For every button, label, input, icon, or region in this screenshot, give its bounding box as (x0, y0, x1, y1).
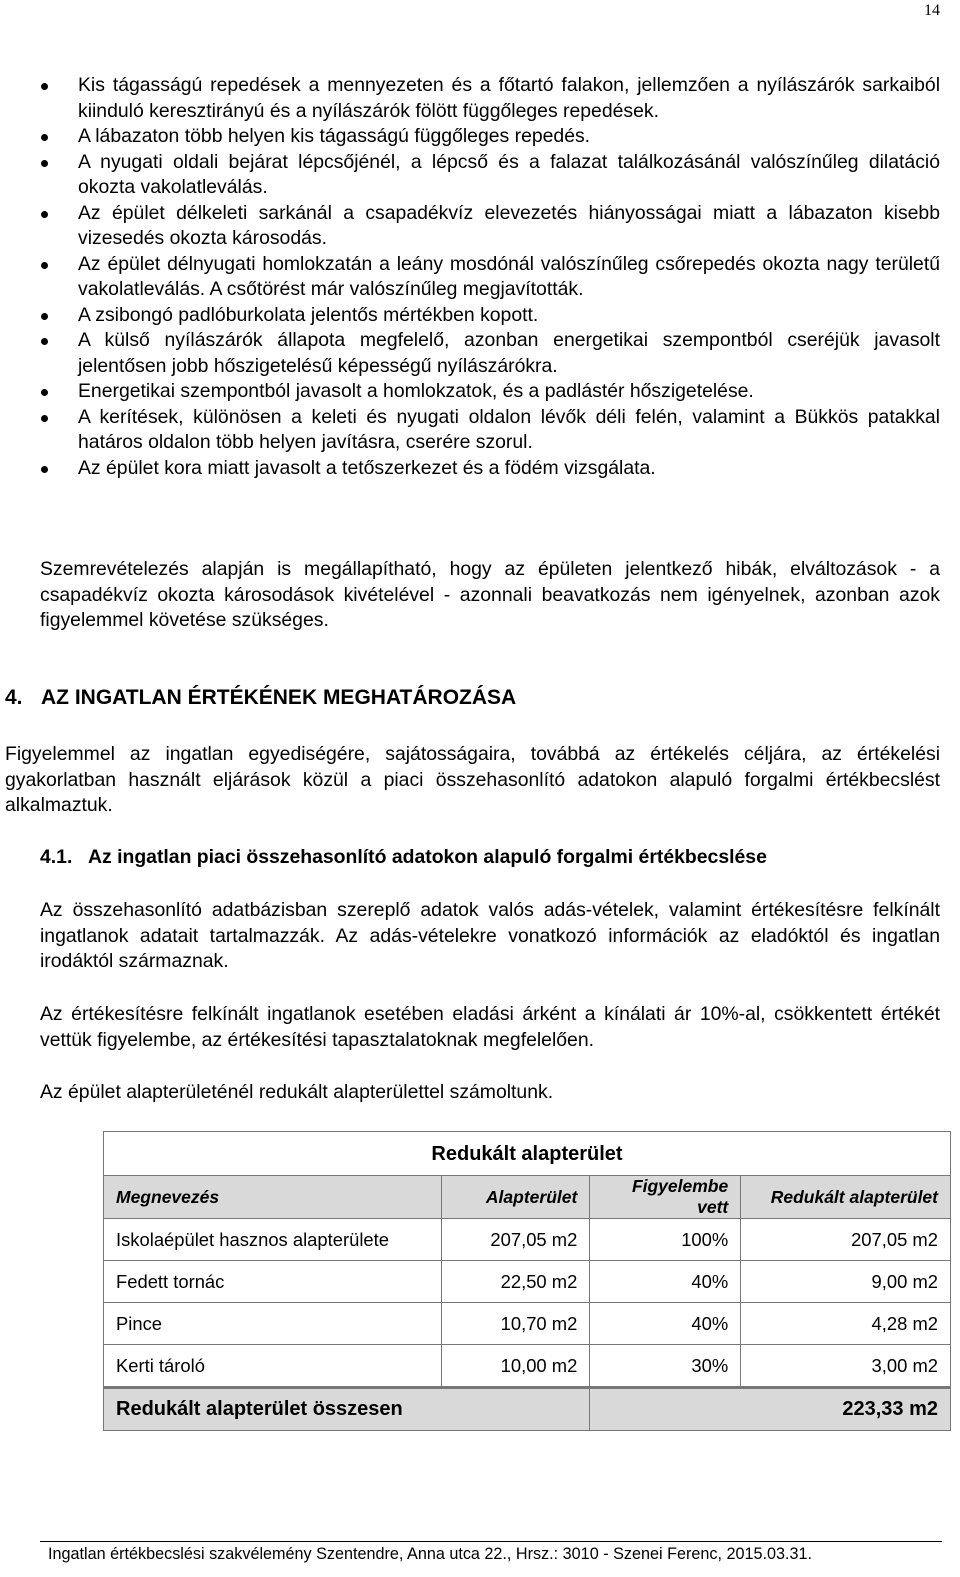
section-4-1-title: Az ingatlan piaci összehasonlító adatokon alapuló forgalmi értékbecslése (88, 846, 767, 868)
table-cell: 30% (590, 1345, 741, 1388)
summary-paragraph: Szemrevételezés alapján is megállapítható, hogy az épületen jelentkező hibák, elváltozások - a csapadékvíz okozta károsodások kivételével - azonnali beavatkozás nem igényelnek, azonban azok figyelemmel követése szükséges. (40, 558, 940, 631)
list-item: A nyugati oldali bejárat lépcsőjénél, a lépcső és a falazat találkozásánál valószínűleg dilatáció okozta vakolatleválás. (40, 150, 940, 201)
table-cell: Iskolaépület hasznos alapterülete (104, 1219, 442, 1261)
list-item: A zsibongó padlóburkolata jelentős mértékben kopott. (40, 303, 940, 329)
section-4-number: 4. (5, 686, 23, 709)
list-item: A külső nyílászárók állapota megfelelő, azonban energetikai szempontból cseréjük javasolt jelentősen jobb hőszigetelésű képességű nyílászárókra. (40, 328, 940, 379)
list-item: Az épület délkeleti sarkánál a csapadékvíz elevezetés hiányosságai miatt a lábazaton kisebb vizesedés okozta károsodás. (40, 201, 940, 252)
section-4-1-number: 4.1. (40, 846, 73, 868)
list-item: Kis tágasságú repedések a mennyezeten és a főtartó falakon, jellemzően a nyílászárók sarkaiból kiinduló keresztirányú és a nyílászárók fölött függőleges repedések. (40, 73, 940, 124)
reduced-area-table (103, 1131, 951, 1431)
table-row (104, 1261, 951, 1303)
list-item: Az épület délnyugati homlokzatán a leány mosdónál valószínűleg csőrepedés okozta nagy területű vakolatleválás. A csőtörést már valószínűleg megjavították. (40, 252, 940, 303)
table-cell: 207,05 m2 (741, 1219, 951, 1261)
section-4-1-paragraph-1: Az összehasonlító adatbázisban szereplő adatok valós adás-vételek, valamint értékesítésre felkínált ingatlanok adatait tartalmazzák. Az adás-vételekre vonatkozó információk az eladóktól és ingatlan irodáktól származnak. (40, 899, 940, 972)
table-title: Redukált alapterület (104, 1132, 951, 1176)
table-cell: 4,28 m2 (741, 1303, 951, 1345)
column-header: Megnevezés (104, 1176, 442, 1219)
table-cell: Fedett tornác (104, 1261, 442, 1303)
table-total-row (104, 1388, 951, 1431)
column-header: Redukált alapterület (741, 1176, 951, 1219)
section-4-1-paragraph-3: Az épület alapterületénél redukált alapterülettel számoltunk. (40, 1081, 554, 1103)
table-cell: 9,00 m2 (741, 1261, 951, 1303)
table-cell: 22,50 m2 (442, 1261, 590, 1303)
table-cell: Kerti tároló (104, 1345, 442, 1388)
footer-divider (40, 1541, 942, 1542)
page-number: 14 (924, 2, 940, 19)
section-4-title: AZ INGATLAN ÉRTÉKÉNEK MEGHATÁROZÁSA (41, 686, 517, 709)
table-title-row (104, 1132, 951, 1176)
table-cell: Pince (104, 1303, 442, 1345)
list-item: A lábazaton több helyen kis tágasságú függőleges repedés. (40, 124, 940, 150)
table-row (104, 1345, 951, 1388)
table-cell: 10,70 m2 (442, 1303, 590, 1345)
table-row (104, 1303, 951, 1345)
section-4-intro: Figyelemmel az ingatlan egyediségére, sajátosságaira, továbbá az értékelés céljára, az értékelési gyakorlatban használt eljárások közül a piaci összehasonlító adatokon alapuló forgalmi értékbecslést alkalmaztuk. (5, 743, 940, 816)
table-header-row (104, 1176, 951, 1219)
list-item: Az épület kora miatt javasolt a tetőszerkezet és a födém vizsgálata. (40, 456, 940, 482)
table-cell: 40% (590, 1303, 741, 1345)
list-item: Energetikai szempontból javasolt a homlokzatok, és a padlástér hőszigetelése. (40, 379, 940, 405)
column-header: Figyelembe vett (590, 1176, 741, 1219)
table-cell: 10,00 m2 (442, 1345, 590, 1388)
section-4-heading (5, 686, 516, 710)
table-cell: 207,05 m2 (442, 1219, 590, 1261)
column-header: Alapterület (442, 1176, 590, 1219)
table-cell: 3,00 m2 (741, 1345, 951, 1388)
section-4-1-heading (40, 846, 767, 869)
table-cell: 40% (590, 1261, 741, 1303)
table-cell: 100% (590, 1219, 741, 1261)
section-4-1-paragraph-2: Az értékesítésre felkínált ingatlanok esetében eladási árként a kínálati ár 10%-al, csökkentett értékét vettük figyelembe, az értékesítési tapasztalatoknak megfelelően. (40, 1003, 940, 1051)
list-item: A kerítések, különösen a keleti és nyugati oldalon lévők déli felén, valamint a Bükkös patakkal határos oldalon több helyen javításra, cserére szorul. (40, 405, 940, 456)
total-value: 223,33 m2 (590, 1388, 951, 1431)
defect-list (40, 73, 940, 481)
table-row (104, 1219, 951, 1261)
page-footer: Ingatlan értékbecslési szakvélemény Szentendre, Anna utca 22., Hrsz.: 3010 - Szenei Ferenc, 2015.03.31. (48, 1545, 812, 1563)
total-label: Redukált alapterület összesen (104, 1388, 590, 1431)
